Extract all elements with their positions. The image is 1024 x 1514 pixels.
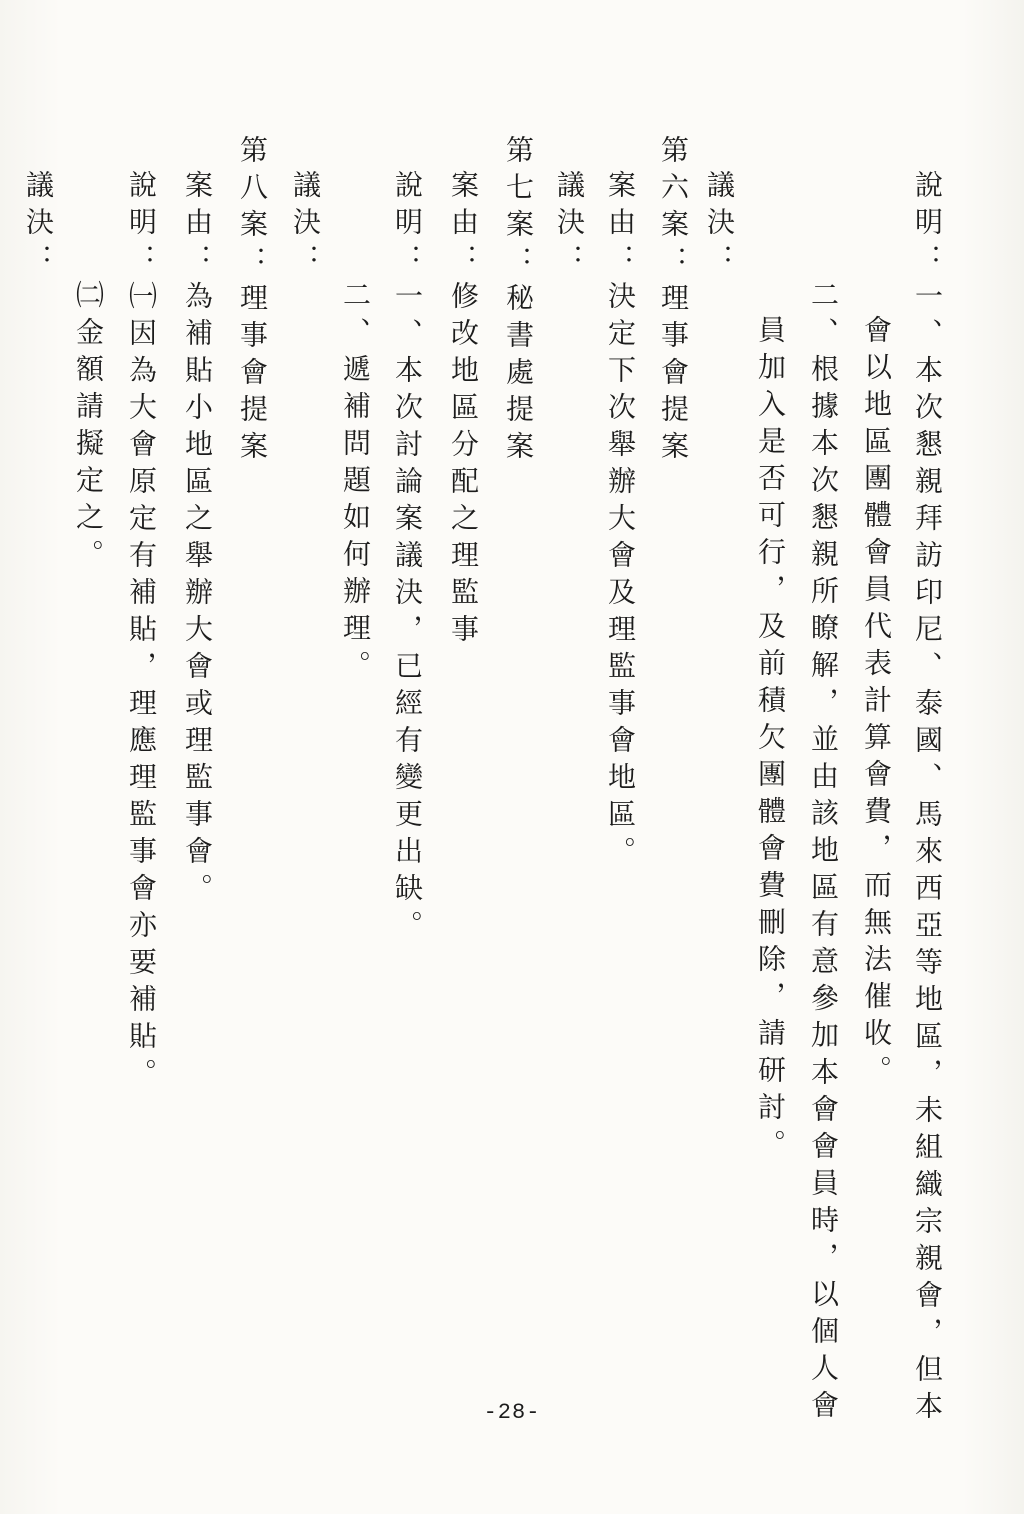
text-column-2: 會以地區團體會員代表計算會費，而無法催收。 xyxy=(860,315,893,1092)
page-number: -28- xyxy=(483,1400,541,1425)
text-column-6: 第六案：理事會提案 xyxy=(657,135,690,468)
text-column-10: 案由：修改地區分配之理監事 xyxy=(447,170,480,651)
text-column-4: 員加入是否可行，及前積欠團體會費刪除，請研討。 xyxy=(754,315,787,1166)
text-column-18: 議決： xyxy=(22,170,55,281)
text-column-8: 議決： xyxy=(553,170,586,281)
text-column-11: 說明：一、本次討論案議決，已經有變更出缺。 xyxy=(391,170,424,947)
text-column-5: 議決： xyxy=(703,170,736,281)
text-column-15: 案由：為補貼小地區之舉辦大會或理監事會。 xyxy=(181,170,214,910)
text-column-7: 案由：決定下次舉辦大會及理監事會地區。 xyxy=(604,170,637,873)
text-column-3: 二、根據本次懇親所瞭解，並由該地區有意參加本會會員時，以個人會 xyxy=(807,280,840,1427)
text-column-13: 議決： xyxy=(289,170,322,281)
text-column-14: 第八案：理事會提案 xyxy=(236,135,269,468)
text-column-9: 第七案：秘書處提案 xyxy=(502,135,535,468)
text-column-12: 二、遞補問題如何辦理。 xyxy=(339,280,372,687)
text-column-17: ㈡金額請擬定之。 xyxy=(72,280,105,576)
text-column-16: 說明：㈠因為大會原定有補貼，理應理監事會亦要補貼。 xyxy=(125,170,158,1095)
text-column-1: 說明：一、本次懇親拜訪印尼、泰國、馬來西亞等地區，未組織宗親會，但本 xyxy=(911,170,944,1428)
